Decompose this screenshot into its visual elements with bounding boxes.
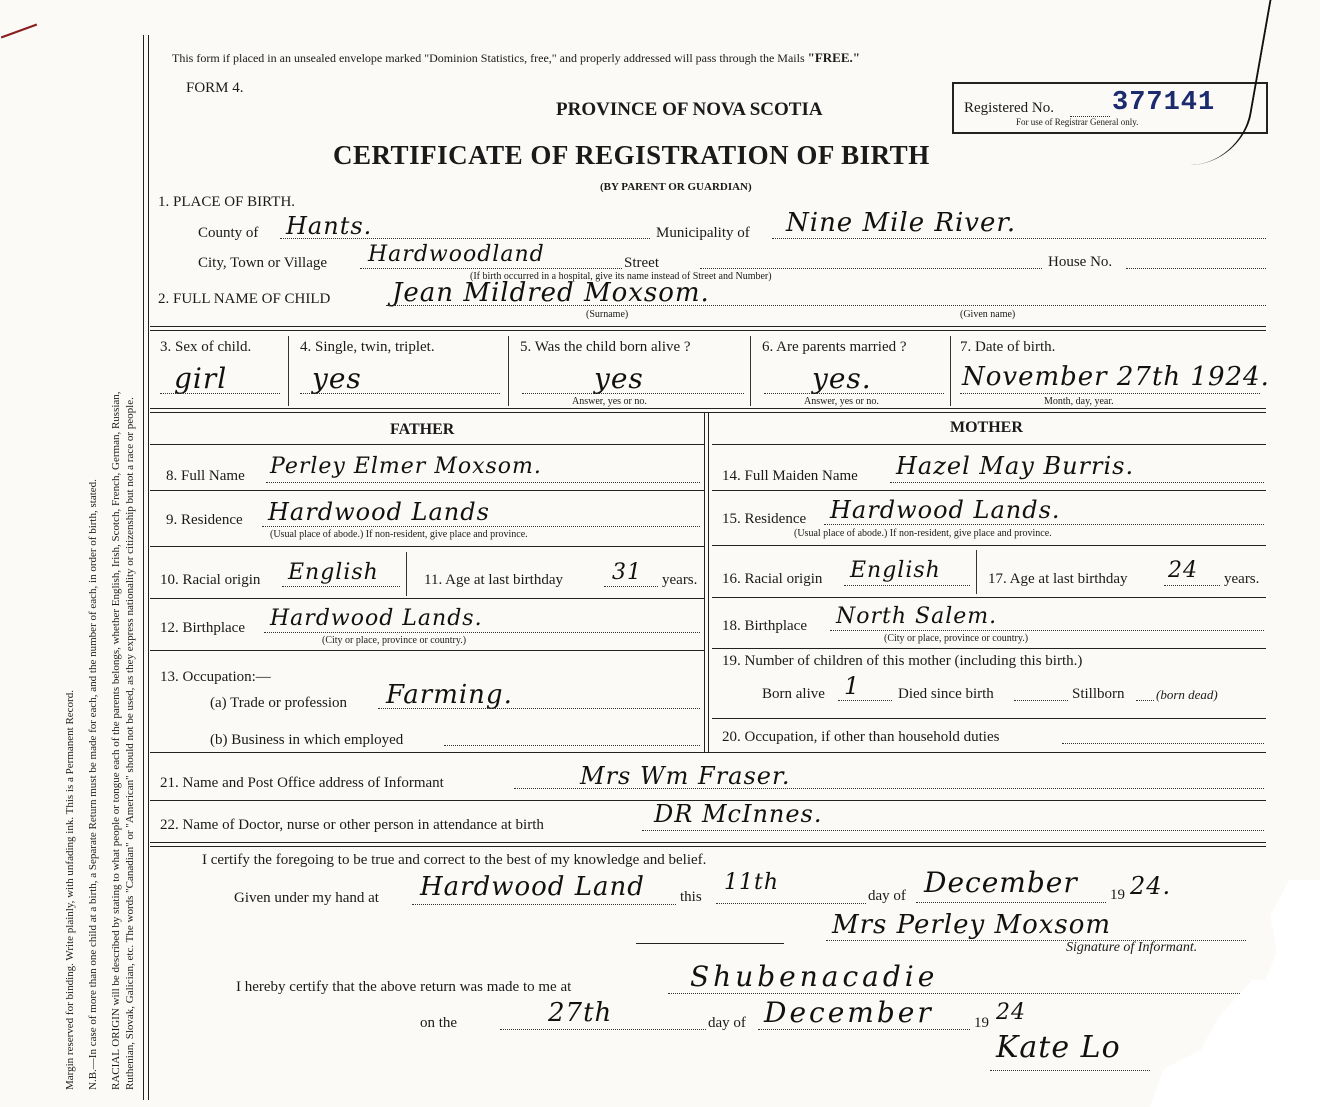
trade-value: Farming. (386, 680, 513, 710)
margin-note-binding: Margin reserved for binding. Write plainly, with unfading ink. This is a Permanent Record. (64, 690, 76, 1090)
mother-heading: MOTHER (950, 419, 1023, 436)
house-label: House No. (1048, 254, 1113, 270)
date-note: Month, day, year. (1044, 396, 1114, 407)
alive-note: Answer, yes or no. (572, 396, 647, 407)
municipality-value: Nine Mile River. (786, 208, 1017, 238)
sex-value: girl (174, 362, 228, 395)
return-month-value: December (764, 996, 934, 1029)
city-value: Hardwoodland (368, 242, 545, 267)
informant-value: Mrs Wm Fraser. (580, 762, 791, 790)
father-heading: FATHER (390, 421, 455, 438)
registrar-note: For use of Registrar General only. (1016, 117, 1139, 127)
mother-birthplace-label: 18. Birthplace (722, 618, 807, 634)
mother-racial-label: 16. Racial origin (722, 571, 823, 587)
registered-label: Registered No. (964, 100, 1054, 116)
binding-margin (0, 0, 150, 1107)
father-residence-label: 9. Residence (166, 512, 243, 528)
mother-name-value: Hazel May Burris. (896, 452, 1135, 480)
doctor-label: 22. Name of Doctor, nurse or other person in attendance at birth (160, 817, 544, 833)
business-label: (b) Business in which employed (210, 732, 404, 748)
father-birthplace-value: Hardwood Lands. (270, 606, 483, 631)
municipality-label: Municipality of (656, 225, 750, 241)
margin-rule (143, 35, 144, 1100)
stillborn-note: (born dead) (1156, 687, 1218, 702)
father-racial-value: English (288, 560, 379, 585)
red-ink-mark (1, 24, 37, 39)
single-value: yes (312, 362, 362, 395)
born-alive-value: 1 (844, 672, 861, 700)
certify-statement: I certify the foregoing to be true and correct to the best of my knowledge and belief. (202, 852, 707, 868)
doctor-value: DR McInnes. (654, 800, 823, 828)
mother-name-label: 14. Full Maiden Name (722, 468, 858, 484)
father-name-label: 8. Full Name (166, 468, 245, 484)
street-label: Street (624, 255, 659, 271)
child-name-value: Jean Mildred Moxsom. (392, 278, 710, 308)
margin-rule-inner (148, 35, 149, 1100)
mother-years-label: years. (1224, 571, 1260, 587)
given-place-value: Hardwood Land (420, 872, 645, 902)
father-racial-label: 10. Racial origin (160, 572, 261, 588)
registered-number: 377141 (1112, 88, 1216, 118)
return-label: I hereby certify that the above return was made to me at (236, 979, 572, 995)
informant-signature: Mrs Perley Moxsom (832, 910, 1112, 940)
given-label: Given under my hand at (234, 890, 379, 906)
mother-age-value: 24 (1168, 558, 1198, 583)
mail-notice: This form if placed in an unsealed envelope marked "Dominion Statistics, free," and properly addressed will pass through the Mails "FREE." (172, 50, 860, 65)
father-abode-note: (Usual place of abode.) If non-resident, give place and province. (270, 529, 528, 540)
mother-age-label: 17. Age at last birthday (988, 571, 1128, 587)
return-dayof-label: day of (708, 1015, 746, 1031)
father-residence-value: Hardwood Lands (268, 498, 490, 526)
return-place-value: Shubenacadie (690, 960, 939, 993)
place-heading: 1. PLACE OF BIRTH. (158, 194, 296, 210)
margin-note-multiple-births: N.B.—In case of more than one child at a birth, a Separate Return must be made for each, and the number of each, in order of birth, stated. (87, 479, 99, 1090)
children-label: 19. Number of children of this mother (including this birth.) (722, 653, 1083, 669)
father-years-label: years. (662, 572, 698, 588)
surname-note: (Surname) (586, 309, 629, 320)
registrar-signature: Kate Lo (996, 1030, 1121, 1065)
informant-label: 21. Name and Post Office address of Informant (160, 775, 444, 791)
given-name-note: (Given name) (960, 309, 1016, 320)
father-age-value: 31 (612, 560, 642, 585)
this-label: this (680, 889, 702, 905)
mother-residence-label: 15. Residence (722, 511, 807, 527)
given-year-value: 24. (1130, 872, 1172, 900)
married-label: 6. Are parents married ? (762, 339, 907, 355)
torn-edge (1258, 880, 1320, 1000)
mother-racial-value: English (850, 558, 941, 583)
return-year-prefix: 19 (974, 1015, 989, 1031)
died-label: Died since birth (898, 686, 994, 702)
married-value: yes. (812, 362, 872, 395)
trade-label: (a) Trade or profession (210, 695, 348, 711)
margin-note-racial-origin: RACIAL ORIGIN will be described by stating to what people or tongue each of the parents belongs, whether English, Irish, Scotch, French, German, Russian, (110, 391, 122, 1090)
form-number: FORM 4. (186, 80, 244, 96)
mother-residence-value: Hardwood Lands. (830, 496, 1061, 524)
father-name-value: Perley Elmer Moxsom. (270, 454, 542, 479)
page-title: CERTIFICATE OF REGISTRATION OF BIRTH (333, 140, 930, 170)
sex-label: 3. Sex of child. (160, 339, 252, 355)
province-heading: PROVINCE OF NOVA SCOTIA (556, 99, 823, 120)
date-value: November 27th 1924. (962, 362, 1270, 392)
on-the-label: on the (420, 1015, 458, 1031)
father-city-note: (City or place, province or country.) (322, 635, 467, 646)
county-value: Hants. (286, 212, 373, 240)
page-subtitle: (BY PARENT OR GUARDIAN) (600, 181, 752, 193)
child-name-label: 2. FULL NAME OF CHILD (158, 291, 331, 307)
mother-abode-note: (Usual place of abode.) If non-resident, give place and province. (794, 528, 1052, 539)
return-year-value: 24 (996, 1000, 1026, 1025)
given-day-value: 11th (724, 870, 780, 895)
given-month-value: December (924, 866, 1078, 899)
mother-occupation-label: 20. Occupation, if other than household duties (722, 729, 1000, 745)
year-prefix: 19 (1110, 887, 1125, 903)
return-day-value: 27th (548, 998, 613, 1028)
mother-birthplace-value: North Salem. (836, 604, 998, 629)
county-label: County of (198, 225, 259, 241)
father-birthplace-label: 12. Birthplace (160, 620, 245, 636)
hospital-note: (If birth occurred in a hospital, give its name instead of Street and Number) (470, 271, 772, 282)
alive-value: yes (594, 362, 644, 395)
margin-note-racial-origin-cont: Ruthenian, Slovak, Galician, etc. The words "Canadian" or "American" should not be used, as they express nationality or citizenship but not a race or people. (124, 397, 136, 1090)
alive-label: 5. Was the child born alive ? (520, 339, 691, 355)
single-label: 4. Single, twin, triplet. (300, 339, 435, 355)
father-age-label: 11. Age at last birthday (424, 572, 563, 588)
dayof-label: day of (868, 888, 906, 904)
stillborn-label: Stillborn (1072, 686, 1125, 702)
city-label: City, Town or Village (198, 255, 328, 271)
married-note: Answer, yes or no. (804, 396, 879, 407)
mother-city-note: (City or place, province or country.) (884, 633, 1029, 644)
date-label: 7. Date of birth. (960, 339, 1056, 355)
signature-label: Signature of Informant. (1066, 940, 1198, 955)
born-alive-label: Born alive (762, 686, 825, 702)
occupation-label: 13. Occupation:— (160, 669, 271, 685)
